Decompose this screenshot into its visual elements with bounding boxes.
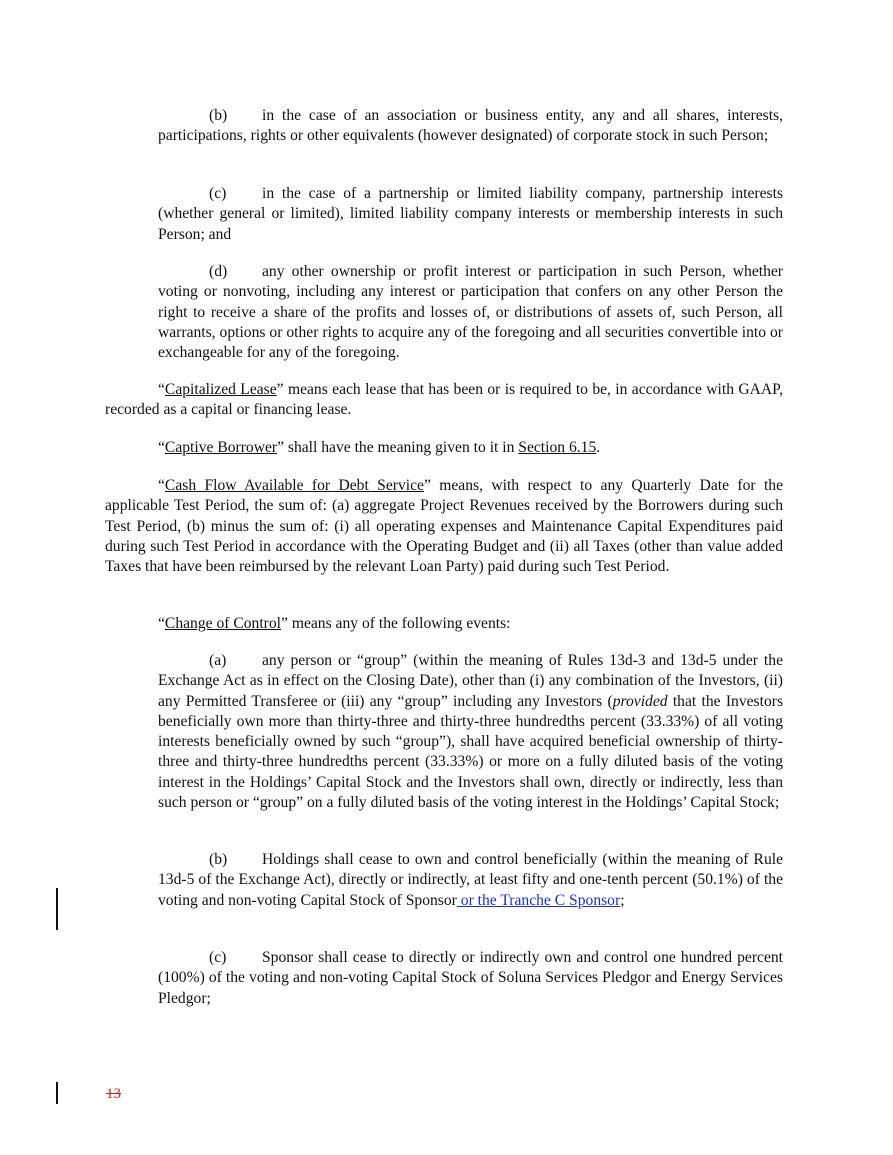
definition-text: ” shall have the meaning given to it in — [277, 439, 519, 456]
change-of-control-clause-a — [158, 651, 783, 813]
change-of-control-clause-b — [158, 850, 783, 911]
clause-label: (c) — [209, 185, 227, 202]
open-quote: “ — [158, 381, 165, 398]
equity-clause-d — [158, 262, 783, 363]
definition-cash-flow — [105, 476, 783, 577]
definition-captive-borrower — [105, 438, 783, 458]
definition-text-end: . — [596, 439, 601, 456]
revision-change-bar — [56, 888, 58, 930]
definition-capitalized-lease — [105, 380, 783, 421]
defined-term: Cash Flow Available for Debt Service — [164, 477, 424, 494]
page-number: 13 — [106, 1086, 121, 1102]
clause-text-continued: that the Investors beneficially own more than thirty-three and thirty-three hundredths percent (33.33%) of all voting interests beneficially owned by such “group”), shall have acquired beneficial ownership of thirty-three and thirty-three hundredths percent (33.33%) or more on a fully diluted basis of the voting interest in the Holdings’ Capital Stock and the Investors shall own, directly or indirectly, less than such person or “group” on a fully diluted basis of the voting interest in the Holdings’ Capital Stock; — [158, 692, 784, 812]
clause-text: Sponsor shall cease to directly or indirectly own and control one hundred percent (100%) of the voting and non-voting Capital Stock of Soluna Services Pledgor and Energy Services Pledgor; — [158, 949, 783, 1007]
tracked-insertion: or the Tranche C Sponsor — [456, 891, 621, 909]
clause-label: (a) — [209, 652, 227, 669]
clause-label: (b) — [209, 107, 228, 124]
clause-text: in the case of a partnership or limited liability company, partnership interests (whether general or limited), limited liability company interests or membership interests in such Person; and — [158, 185, 783, 243]
section-reference-link[interactable]: Section 6.15 — [518, 439, 597, 456]
change-of-control-clause-c — [158, 948, 783, 1009]
defined-term: Capitalized Lease — [164, 381, 277, 398]
open-quote: “ — [158, 439, 165, 456]
definition-text: ” means each lease that has been or is required to be, in accordance with GAAP, recorded as a capital or financing lease. — [105, 381, 784, 419]
clause-text: Holdings shall cease to own and control beneficially (within the meaning of Rule 13d-5 of the Exchange Act), directly or indirectly, at least fifty and one-tenth percent (50.1%) of the voting and non-voting Capital Stock of Sponsor — [158, 851, 783, 909]
defined-term: Captive Borrower — [164, 439, 278, 456]
clause-text: in the case of an association or business entity, any and all shares, interests, participations, rights or other equivalents (however designated) of corporate stock in such Person; — [158, 107, 783, 145]
clause-text-end: ; — [620, 891, 625, 909]
defined-term: Change of Control — [164, 615, 281, 632]
clause-text: any other ownership or profit interest or participation in such Person, whether voting or nonvoting, including any interest or participation that confers on any other Person the right to receive a share of the profits and losses of, or distributions of assets of, such Person, all warrants, options or other rights to acquire any of the foregoing and all securities convertible into or exchangeable for any of the foregoing. — [158, 263, 783, 362]
definition-text: ” means any of the following events: — [281, 615, 511, 632]
clause-label: (c) — [209, 949, 227, 966]
definition-change-of-control — [105, 614, 783, 634]
clause-text: any person or “group” (within the meaning of Rules 13d-3 and 13d-5 under the Exchange Act as in effect on the Closing Date), other than (i) any combination of the Investors, (ii) any Permitted Transferee or (iii) any “group” including any Investors ( — [158, 652, 783, 710]
clause-label: (b) — [209, 851, 228, 868]
revision-change-bar — [56, 1082, 58, 1104]
definition-text: ” means, with respect to any Quarterly Date for the applicable Test Period, the sum of: (a) aggregate Project Revenues received by the Borrowers during such Test Period, (b) minus the sum of: (i) all operating expenses and Maintenance Capital Expenditures paid during such Test Period in accordance with the Operating Budget and (ii) all Taxes (other than value added Taxes that have been reimbursed by the relevant Loan Party) paid during such Test Period. — [105, 477, 784, 576]
open-quote: “ — [158, 615, 165, 632]
open-quote: “ — [158, 477, 165, 494]
equity-clause-c — [158, 184, 783, 245]
equity-clause-b — [158, 106, 783, 147]
clause-italic-term: provided — [612, 692, 668, 710]
clause-label: (d) — [209, 263, 228, 280]
